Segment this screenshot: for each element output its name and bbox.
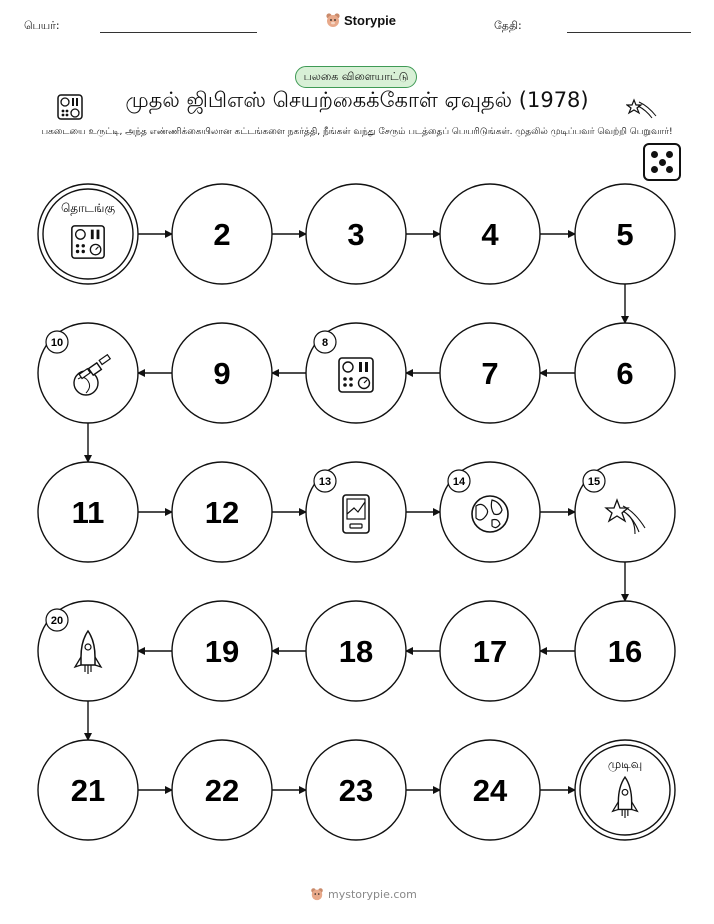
cell-number: 21 bbox=[70, 773, 106, 808]
board-cell-6[interactable] bbox=[575, 323, 675, 423]
board-cell-9[interactable] bbox=[172, 323, 272, 423]
cell-badge-number: 8 bbox=[321, 337, 329, 349]
bear-icon bbox=[310, 887, 324, 901]
board-cell-21[interactable] bbox=[38, 740, 138, 840]
cell-number: 4 bbox=[481, 217, 499, 252]
finish-label: முடிவு bbox=[607, 757, 643, 771]
cell-number: 16 bbox=[607, 634, 643, 669]
cell-number: 18 bbox=[338, 634, 374, 669]
cell-badge-number: 10 bbox=[50, 337, 64, 349]
footer bbox=[310, 887, 417, 901]
name-label: பெயர்: bbox=[24, 19, 60, 32]
footer-site: mystorypie.com bbox=[328, 887, 417, 901]
board-cell-5[interactable] bbox=[575, 184, 675, 284]
cell-number: 22 bbox=[204, 773, 240, 808]
board-cell-7[interactable] bbox=[440, 323, 540, 423]
cell-badge-number: 20 bbox=[50, 615, 64, 627]
board-cell-2[interactable] bbox=[172, 184, 272, 284]
cell-number: 9 bbox=[213, 356, 231, 391]
cell-number: 7 bbox=[481, 356, 499, 391]
board-cell-13[interactable] bbox=[306, 462, 406, 562]
start-label: தொடங்கு bbox=[60, 201, 116, 215]
board-cell-4[interactable] bbox=[440, 184, 540, 284]
board-cell-1[interactable] bbox=[38, 184, 138, 284]
board-game-badge: பலகை விளையாட்டு bbox=[295, 66, 417, 88]
board-cell-12[interactable] bbox=[172, 462, 272, 562]
cell-number: 2 bbox=[213, 217, 231, 252]
board-cell-14[interactable] bbox=[440, 462, 540, 562]
board-cell-24[interactable] bbox=[440, 740, 540, 840]
page-title: முதல் ஜிபிஎஸ் செயற்கைக்கோள் ஏவுதல் (1978) bbox=[125, 88, 589, 112]
date-label: தேதி: bbox=[494, 19, 522, 32]
cell-number: 23 bbox=[338, 773, 374, 808]
cell-number: 19 bbox=[204, 634, 240, 669]
board-cell-20[interactable] bbox=[38, 601, 138, 701]
cell-badge-number: 15 bbox=[587, 476, 601, 488]
cell-badge-number: 14 bbox=[452, 476, 466, 488]
instructions: பகடையை உருட்டி, அந்த எண்ணிக்கையிலான கட்டங்களை நகர்த்தி, நீங்கள் வந்து சேரும் படத்தைப் பெயரிடுங்கள். முதலில் முடிப்பவர் வெற்றி பெறுவார்! bbox=[41, 127, 673, 137]
board-cell-17[interactable] bbox=[440, 601, 540, 701]
cell-number: 3 bbox=[347, 217, 365, 252]
cell-number: 12 bbox=[204, 495, 240, 530]
board-cell-3[interactable] bbox=[306, 184, 406, 284]
board-cell-18[interactable] bbox=[306, 601, 406, 701]
board-cell-11[interactable] bbox=[38, 462, 138, 562]
cell-number: 5 bbox=[616, 217, 634, 252]
cell-badge-number: 13 bbox=[318, 476, 332, 488]
cell-number: 17 bbox=[472, 634, 508, 669]
cell-number: 6 bbox=[616, 356, 634, 391]
brand-name: Storypie bbox=[344, 12, 397, 28]
cell-number: 11 bbox=[71, 495, 105, 530]
board-cell-16[interactable] bbox=[575, 601, 675, 701]
board-cell-19[interactable] bbox=[172, 601, 272, 701]
board-cell-23[interactable] bbox=[306, 740, 406, 840]
cell-number: 24 bbox=[472, 773, 508, 808]
board-cell-8[interactable] bbox=[306, 323, 406, 423]
cell-circle bbox=[38, 184, 138, 284]
board-cell-22[interactable] bbox=[172, 740, 272, 840]
